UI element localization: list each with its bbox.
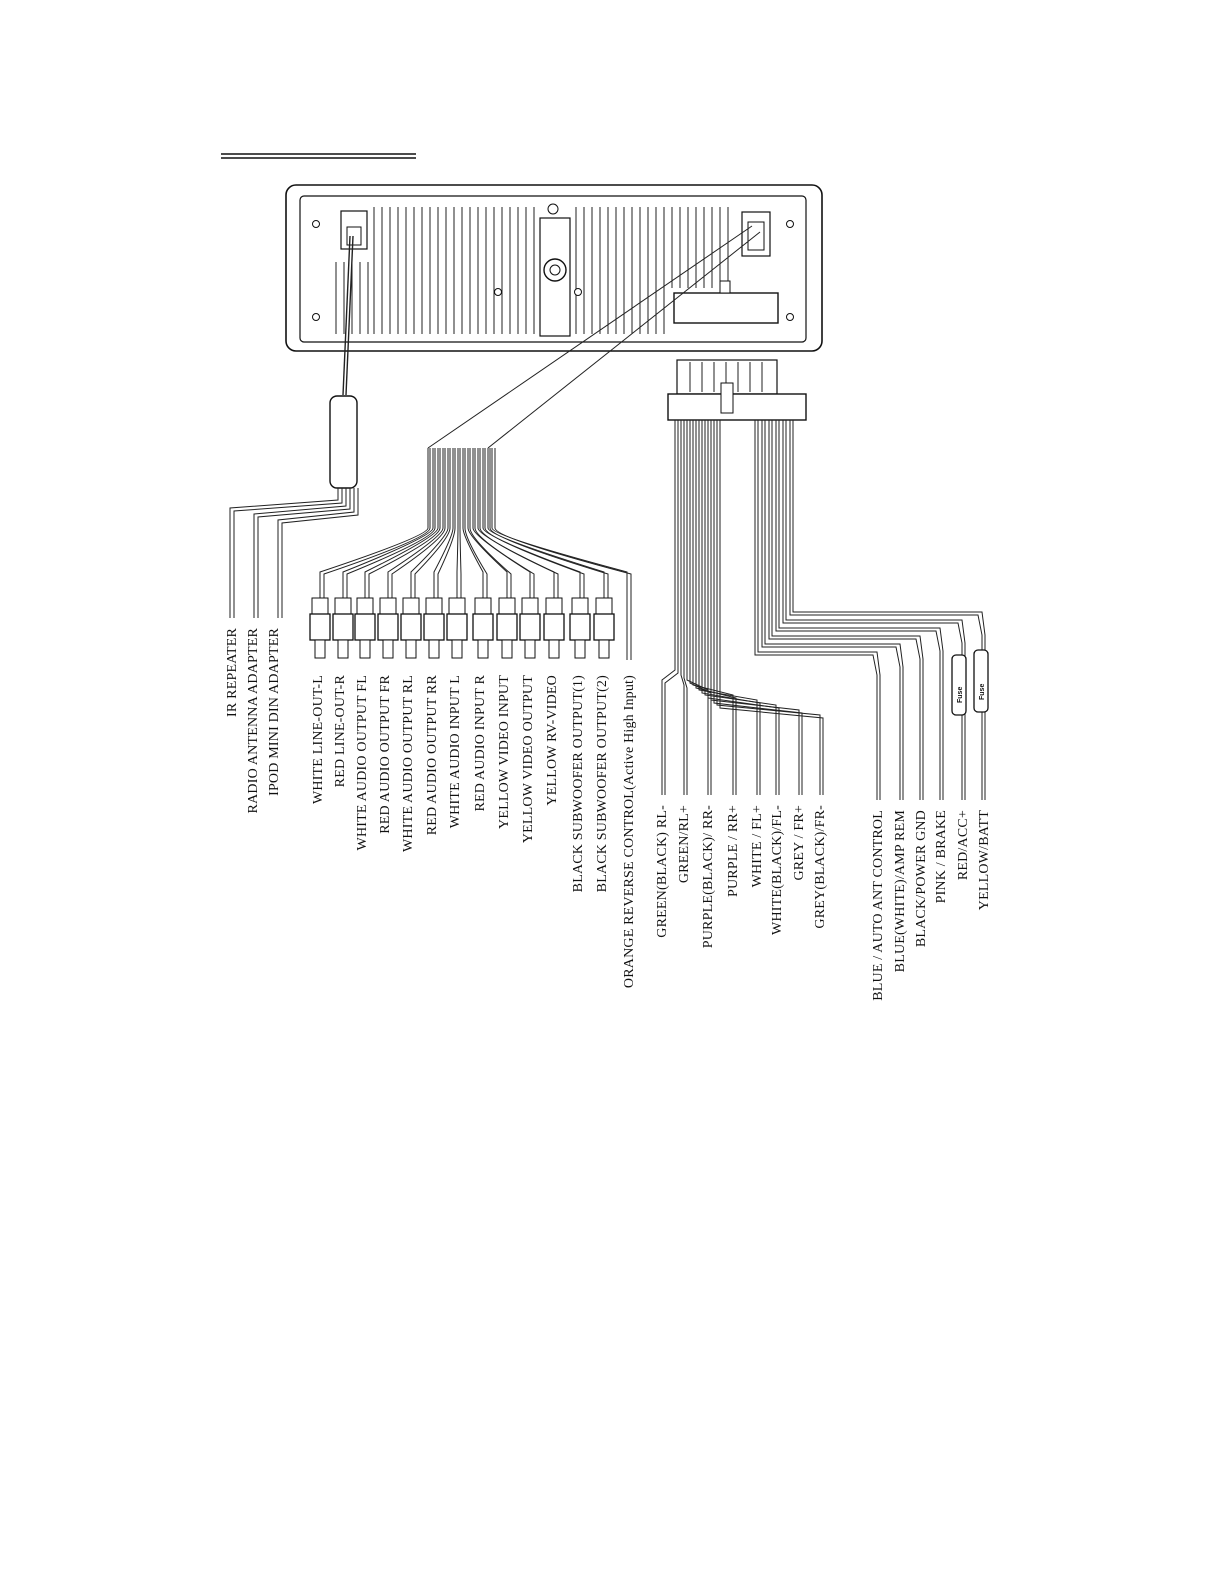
- rca-plug: [310, 598, 330, 658]
- head-unit-chassis: [286, 185, 822, 351]
- rca-plug: [497, 598, 517, 658]
- wire-label-rca: WHITE AUDIO OUTPUT FL: [355, 675, 370, 851]
- wire-label-left: IR REPEATER: [225, 628, 240, 717]
- wire-label-rca: WHITE AUDIO OUTPUT RL: [401, 675, 416, 852]
- wire-label-power: BLUE / AUTO ANT CONTROL: [871, 810, 886, 1001]
- rca-plug: [447, 598, 467, 658]
- rca-plug: [544, 598, 564, 658]
- fuse-holder-acc: [952, 655, 966, 715]
- wire-label-power: PINK / BRAKE: [934, 810, 949, 904]
- wire-label-power: BLUE(WHITE)/AMP REM: [893, 810, 908, 973]
- wire-label-speaker: GREY(BLACK)/FR-: [813, 805, 828, 929]
- wire-label-rca: RED AUDIO OUTPUT RR: [425, 675, 440, 836]
- rca-plug: [424, 598, 444, 658]
- fuse-label-2: Fuse: [979, 683, 986, 700]
- wire-label-speaker: PURPLE(BLACK)/ RR-: [701, 805, 716, 949]
- fuse-holder-batt: [974, 650, 988, 712]
- rca-plug: [520, 598, 540, 658]
- wire-label-rca: RED AUDIO OUTPUT FR: [378, 675, 393, 834]
- wire-label-speaker: GREY / FR+: [792, 805, 807, 881]
- wire-label-rca: ORANGE REVERSE CONTROL(Active High Input): [622, 675, 637, 989]
- wire-label-power: YELLOW/BATT: [977, 810, 992, 911]
- fuse-label-1: Fuse: [957, 686, 964, 703]
- rca-plug: [333, 598, 353, 658]
- wire-label-rca: WHITE LINE-OUT-L: [311, 675, 326, 805]
- rca-plug: [473, 598, 493, 658]
- rca-plug: [355, 598, 375, 658]
- wire-label-speaker: GREEN(BLACK) RL-: [655, 805, 670, 938]
- wire-label-rca: BLACK SUBWOOFER OUTPUT(2): [595, 675, 610, 893]
- wire-label-rca: RED AUDIO INPUT R: [473, 675, 488, 812]
- wire-label-left: IPOD MINI DIN ADAPTER: [267, 628, 282, 796]
- wire-label-speaker: PURPLE / RR+: [726, 805, 741, 897]
- wire-label-rca: YELLOW VIDEO INPUT: [497, 675, 512, 829]
- wire-label-speaker: GREEN/RL+: [677, 805, 692, 884]
- wire-label-rca: WHITE AUDIO INPUT L: [448, 675, 463, 829]
- wire-label-rca: YELLOW VIDEO OUTPUT: [521, 675, 536, 844]
- rca-plug: [594, 598, 614, 658]
- rca-plug: [378, 598, 398, 658]
- heading-underline: [221, 154, 416, 158]
- wire-label-left: RADIO ANTENNA ADAPTER: [246, 628, 261, 814]
- wire-label-power: BLACK/POWER GND: [914, 810, 929, 948]
- wire-label-speaker: WHITE / FL+: [750, 805, 765, 888]
- wire-label-rca: RED LINE-OUT-R: [333, 675, 348, 788]
- wire-label-rca: YELLOW RV-VIDEO: [545, 675, 560, 806]
- wire-label-rca: BLACK SUBWOOFER OUTPUT(1): [571, 675, 586, 893]
- iso-harness: [662, 360, 988, 800]
- wire-label-power: RED/ACC+: [956, 810, 971, 881]
- rca-plug: [570, 598, 590, 658]
- wire-label-speaker: WHITE(BLACK)/FL-: [770, 805, 785, 935]
- rca-plug: [401, 598, 421, 658]
